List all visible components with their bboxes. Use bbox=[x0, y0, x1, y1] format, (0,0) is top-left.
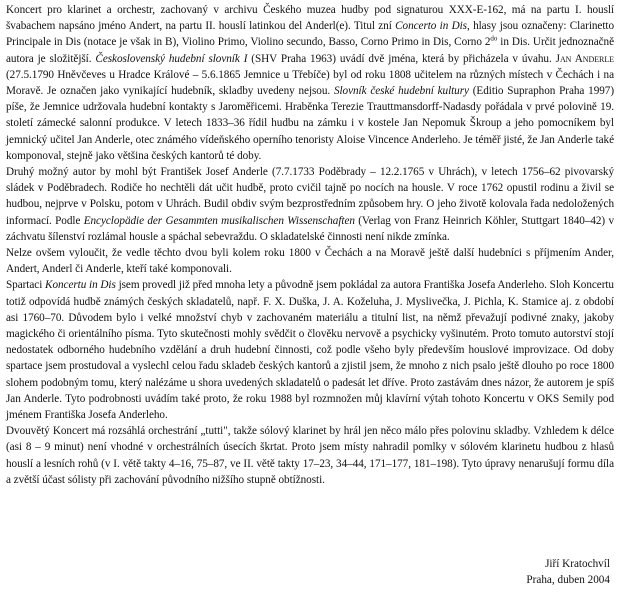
paragraph-arrangement-notes bbox=[6, 423, 614, 488]
text-run: (Verlag von Franz Heinrich Köhler, Stuttgart 1840–42) v záchvatu šílenství rozlámal housle a spáchal sebevraždu. O skladatelské činnosti není nikde zmínka. bbox=[6, 214, 614, 243]
small-caps-name: Jan Anderle bbox=[555, 52, 614, 65]
body-text bbox=[6, 2, 614, 488]
italic-title: Koncertu in Dis bbox=[45, 279, 116, 292]
signature-name: Jiří Kratochvíl bbox=[545, 558, 610, 570]
text-run: jsem provedl již před mnoha lety a původně jsem pokládal za autora Františka Josefa Anderleho. Sloh Koncertu totiž odpovídá hudbě známých českých skladatelů, např. F. X. Duška, J. A. Koželuha, J. Myslivečka, J. Pichla, K. Stamice aj. z období asi 1760–70. Důvodem bylo i velké množství chyb v zachovaném materiálu a titulní list, na němž převažují podivné znaky, jakoby magického či orientálního písma. Tyto skutečnosti mohly svědčit o člověku nervově a psychicky vyšinutém. Proto tomuto autorství stojí nedostatek odborného hudebního vzdělání a druh hudební činnosti, což podle všeho byly především houslové improvizace. Od doby spartace jsem prostudoval a vyslechl celou řadu skladeb českých kantorů a zjistil jsem, že mnoho z nich psalo ještě dlouho po roce 1800 slohem podobným tomu, který nalézáme u shora uvedených skladatelů o padesát let dříve. Proto zastávám dnes názor, že autorem je spíš Jan Anderle. Tyto podrobnosti uvádím také proto, že roku 1988 byl rozmnožen můj klavírní výtah tohoto Koncertu v OKS Semily pod jménem Františka Josefa Anderleho. bbox=[6, 279, 614, 422]
text-run: Spartaci bbox=[6, 279, 46, 292]
italic-title: Concerto in Dis bbox=[395, 20, 467, 33]
paragraph-other-composers bbox=[6, 245, 614, 277]
paragraph-archive-description bbox=[6, 2, 614, 164]
text-run: in Dis. Určit jednoznačně autora je složitější. bbox=[6, 36, 614, 65]
signature-place-date: Praha, duben 2004 bbox=[526, 574, 610, 587]
italic-title: Československý hudební slovník I bbox=[95, 52, 248, 65]
superscript: do bbox=[490, 34, 498, 43]
text-run: Nelze ovšem vyloučit, že vedle těchto dvou byli kolem roku 1800 v Čechách a na Moravě ještě další hudebníci s příjmením Ander, Andert, Anderl či Anderle, kteří také komponovali. bbox=[6, 247, 614, 276]
paragraph-second-author bbox=[6, 164, 614, 245]
text-run: (SHV Praha 1963) uvádí dvě jména, která by přicházela v úvahu. bbox=[247, 52, 556, 65]
italic-title: Slovník české hudební kultury bbox=[333, 85, 469, 98]
text-run: Koncert pro klarinet a orchestr, zachovaný v archivu Českého muzea hudby pod signaturou XXX-E-162, má na partu I. houslí švabachem napsáno jméno Andert, na partu II. houslí latinkou del Anderl(e). Titul zní bbox=[6, 4, 614, 33]
signature-block bbox=[526, 556, 610, 588]
text-run: Dvouvětý Koncert má rozsáhlá orchestrání „tutti", takže sólový klarinet by hrál jen něco málo přes polovinu skladby. Vzhledem k délce (asi 8 – 9 minut) není vhodné v orchestrálních úsecích škrtat. Proto jsem místy nahradil pomlky v sólovém klarinetu hudbou z hlasů houslí a lesních rohů (v I. větě takty 4–16, 75–87, ve II. větě takty 17–23, 34–44, 171–177, 181–198). Tyto úpravy nenarušují formu díla a zvětší účast sólisty při zachování původního nižšího stupně obtížnosti. bbox=[6, 425, 614, 486]
paragraph-score-edition bbox=[6, 277, 614, 423]
italic-title: Encyclopädie der Gesammten musikalischen Wissenschaften bbox=[83, 214, 355, 227]
text-run: (27.5.1790 Hněvčeves u Hradce Králové – 5.6.1865 Jemnice u Třebíče) byl od roku 1808 učitelem na různých místech v Čechách i na Moravě. Je označen jako vynikající hudebník, skladby uvedeny nejsou. bbox=[6, 68, 614, 98]
text-run: (Editio Supraphon Praha 1997) píše, že Jemnice udržovala hudební kontakty s Jaroměřicemi. Hraběnka Terezie Trauttmansdorff-Nadasdy pořádala v prvé polovině 19. století zámecké salonní produkce. V letech 1833–36 řídil hudbu na zámku i v kostele Jan Nepomuk Škroup a jeho pomocníkem byl jemnický učitel Jan Anderle, otec známého vídeňského operního tenoristy Aloise Vincence Anderleho. Je téměř jisté, že Jan Anderle také komponoval, stejně jako většina českých kantorů té doby. bbox=[6, 85, 614, 162]
text-run: Druhý možný autor by mohl být František Josef Anderle (7.7.1733 Poděbrady – 12.2.1765 v Uhrách), v letech 1756–62 pivovarský sládek v Poděbradech. Rodiče ho nechtěli dát učit hudbě, proto cvičil tajně po nocích na housle. V roce 1762 opustil rodinu a živil se hudbou, nejprve v Polsku, potom v Uhrách. Budil obdiv svým bezprostředním způsobem hry. O jeho životě kolovala řada nedoložených informací. Podle bbox=[6, 166, 614, 227]
text-run: , hlasy jsou označeny: Clarinetto Principale in Dis (notace je však in B), Violino Primo, Violino secundo, Basso, Corno Primo in Dis, Corno 2 bbox=[6, 20, 614, 49]
